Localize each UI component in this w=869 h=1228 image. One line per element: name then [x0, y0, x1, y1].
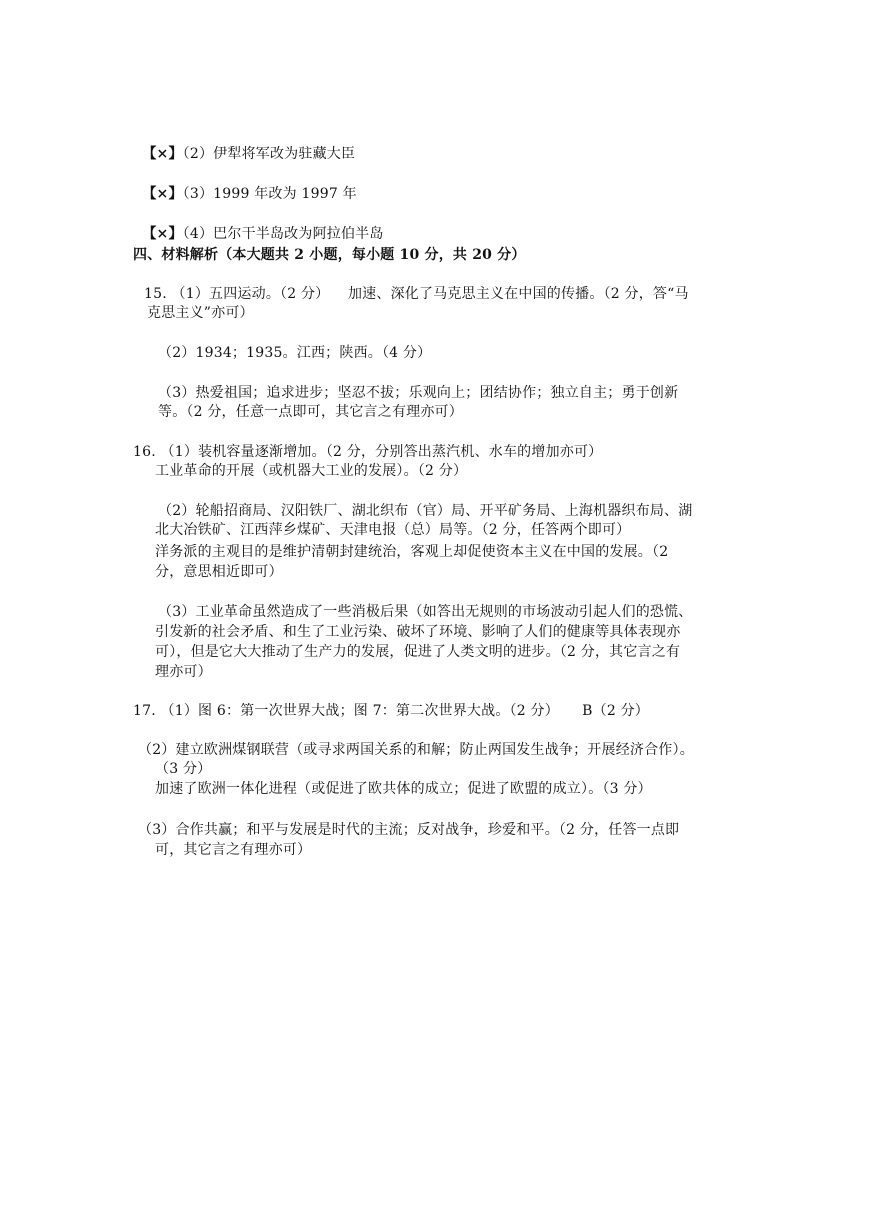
q15-line-1: 15. （1）五四运动。（2 分） 加速、深化了马克思主义在中国的传播。（2 分，答“马	[144, 286, 689, 302]
q16-line-10: 理亦可）	[155, 664, 212, 680]
q17-line-4: 加速了欧洲一体化进程（或促进了欧共体的成立；促进了欧盟的成立）。（3 分）	[155, 781, 652, 797]
q15-line-5: 等。（2 分，任意一点即可，其它言之有理亦可）	[158, 404, 463, 420]
correction-line	[133, 164, 357, 204]
q16-line-2: 工业革命的开展（或机器大工业的发展）。（2 分）	[155, 463, 468, 479]
q16-line-7: （3）工业革命虽然造成了一些消极后果（如答出无规则的市场波动引起人们的恐慌、	[158, 604, 693, 620]
correction-line	[133, 124, 355, 164]
q16-line-8: 引发新的社会矛盾、和生了工业污染、破坏了环境、影响了人们的健康等具体表现亦	[155, 624, 681, 640]
correction-text: （4）巴尔干半岛改为阿拉伯半岛	[182, 226, 384, 242]
q16-line-5: 洋务派的主观目的是维护清朝封建统治，客观上却促使资本主义在中国的发展。（2	[155, 544, 669, 560]
q17-line-2: （2）建立欧洲煤钢联营（或寻求两国关系的和解；防止两国发生战争；开展经济合作）。	[138, 742, 694, 758]
q17-line-6: 可，其它言之有理亦可）	[155, 842, 312, 858]
q16-line-9: 可），但是它大大推动了生产力的发展，促进了人类文明的进步。（2 分，其它言之有	[155, 644, 681, 660]
q17-line-5: （3）合作共赢；和平与发展是时代的主流；反对战争，珍爱和平。（2 分，任答一点即	[138, 822, 680, 838]
correction-text: （2）伊犁将军改为驻藏大臣	[182, 146, 356, 162]
correction-line	[133, 204, 384, 244]
q16-line-3: （2）轮船招商局、汉阳铁厂、湖北织布（官）局、开平矿务局、上海机器织布局、湖	[158, 503, 693, 519]
q16-line-6: 分，意思相近即可）	[155, 564, 283, 580]
q15-line-4: （3）热爱祖国；追求进步；坚忍不拔；乐观向上；团结协作；独立自主；勇于创新	[158, 385, 679, 401]
section-heading: 四、材料解析（本大题共 2 小题，每小题 10 分，共 20 分）	[133, 247, 526, 263]
wrong-mark: 【×】	[142, 146, 183, 162]
q16-line-1: 16. （1）装机容量逐渐增加。（2 分，分别答出蒸汽机、水车的增加亦可）	[133, 444, 603, 460]
q16-line-4: 北大冶铁矿、江西萍乡煤矿、天津电报（总）局等。（2 分，任答两个即可）	[155, 522, 631, 538]
wrong-mark: 【×】	[142, 186, 183, 202]
q15-line-3: （2）1934；1935。江西；陕西。（4 分）	[158, 345, 432, 361]
q17-line-3: （3 分）	[155, 761, 212, 777]
correction-text: （3）1999 年改为 1997 年	[182, 186, 357, 202]
q17-line-1: 17. （1）图 6：第一次世界大战；图 7：第二次世界大战。（2 分） B（2 分）	[133, 703, 649, 719]
q15-line-2: 克思主义”亦可）	[147, 305, 254, 321]
wrong-mark: 【×】	[142, 226, 183, 242]
